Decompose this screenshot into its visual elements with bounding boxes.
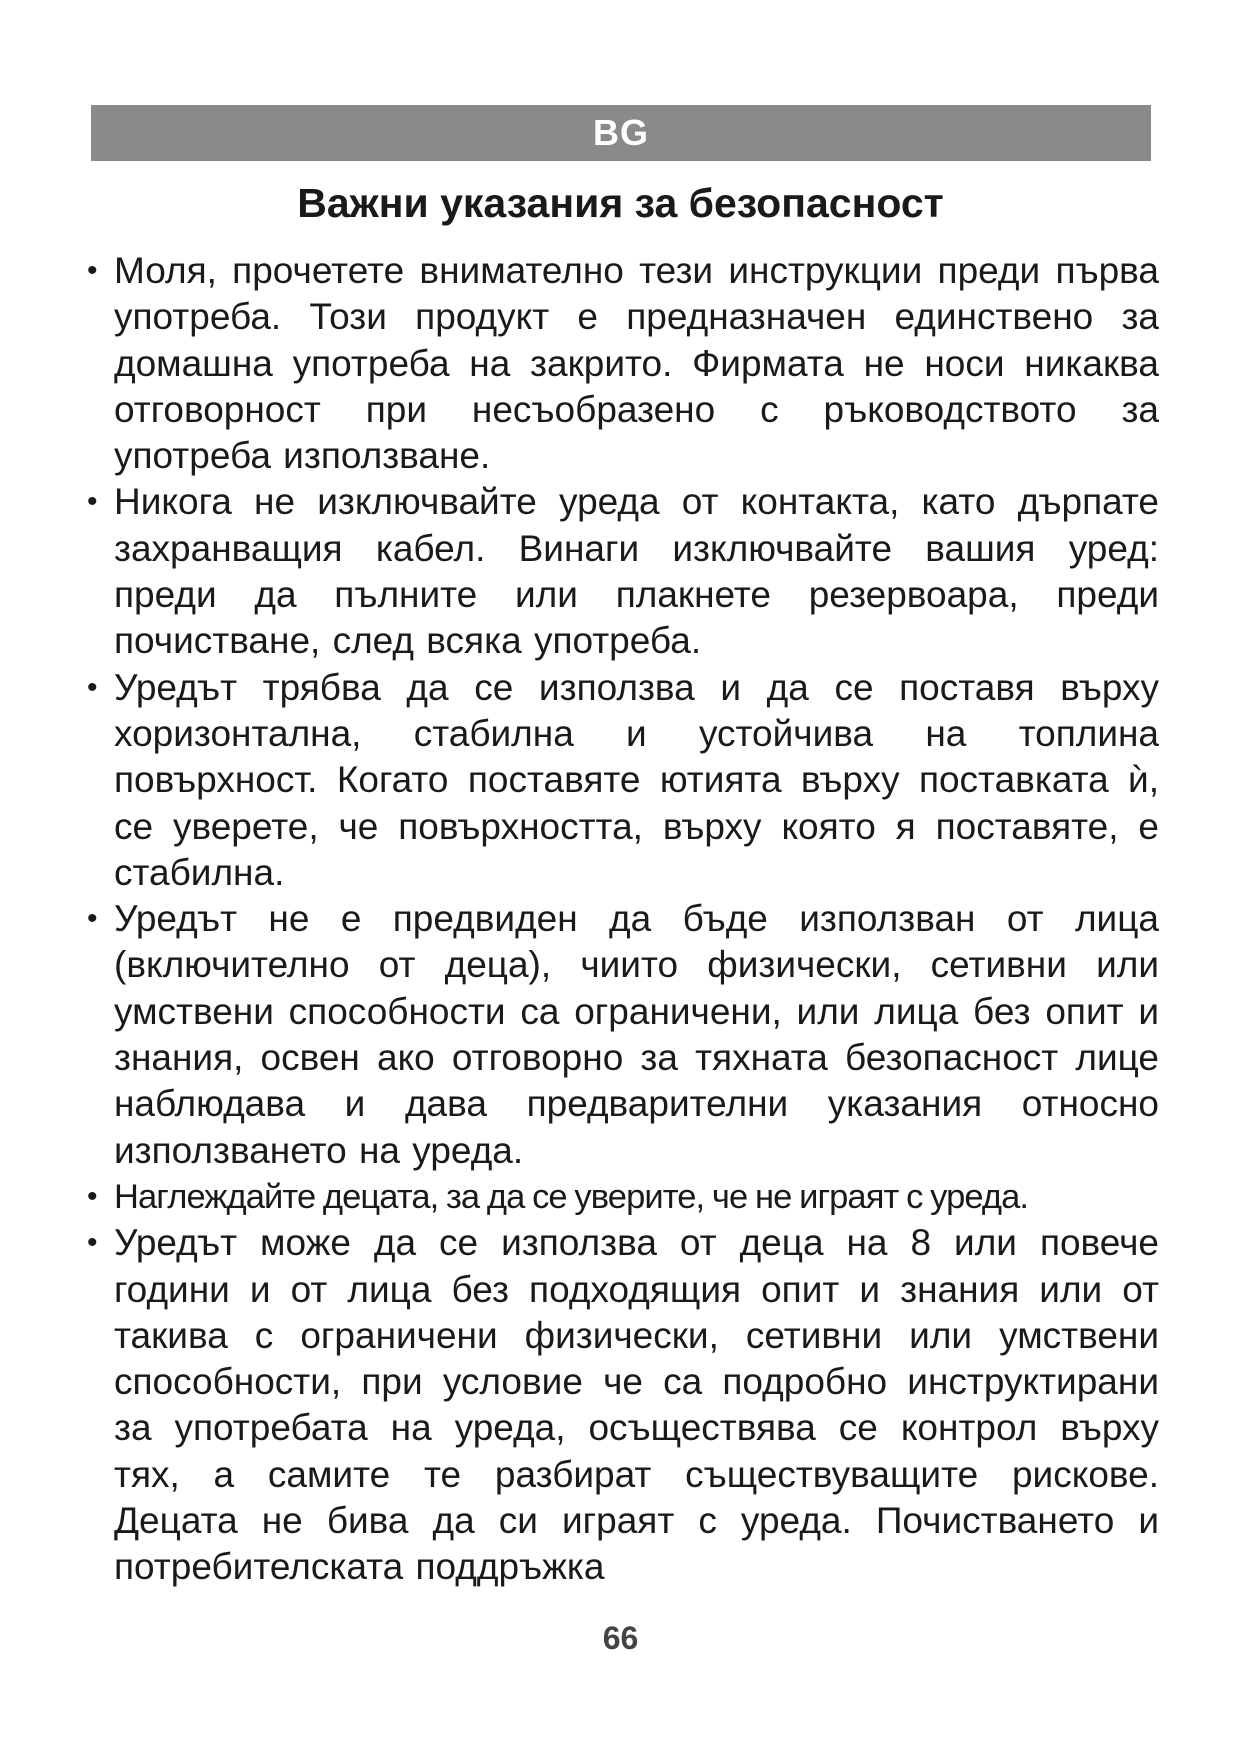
page-number: 66 <box>602 1620 639 1656</box>
bullet-icon: • <box>87 670 98 704</box>
safety-item-read-instructions <box>84 248 1159 479</box>
bullet-icon: • <box>87 1179 97 1213</box>
safety-item-text: Уредът може да се използва от деца на 8 или повече години и от лица без подходящия опит и знания или от такива с ограничени физически, сетивни или умствени способности, при условие че са подробно инструктирани за употребата на уреда, осъществява се контрол върху тях, а самите те разбират съществуващите рискове. Децата не бива да си играят с уреда. Почистването и потребителската поддръжка <box>114 1222 1159 1588</box>
safety-item-restricted-persons <box>84 896 1159 1174</box>
page-title: Важни указания за безопасност <box>297 180 944 226</box>
safety-item-children-8-plus <box>84 1220 1159 1590</box>
safety-item-text: Никога не изключвайте уреда от контакта, като дърпате захранващия кабел. Винаги изключвайте вашия уред: преди да пълните или плакнете резервоара, преди почистване, след всяка употреба. <box>114 481 1159 662</box>
bullet-icon: • <box>87 902 98 936</box>
bullet-icon: • <box>87 1226 98 1260</box>
safety-item-unplug <box>84 479 1159 664</box>
safety-item-supervise-children <box>84 1174 1159 1220</box>
safety-item-text: Уредът не е предвиден да бъде използван от лица (включително от деца), чиито физически, сетивни или умствени способности са ограничени, или лица без опит и знания, освен ако отговорно за тяхната безопасност лице наблюдава и дава предварителни указания относно използването на уреда. <box>114 898 1159 1171</box>
safety-item-text: Уредът трябва да се използва и да се поставя върху хоризонтална, стабилна и устойчива на топлина повърхност. Когато поставяте ютията върху поставката ѝ, се уверете, че повърхността, върху която я поставяте, е стабилна. <box>114 666 1159 893</box>
safety-item-text: Наглеждайте децата, за да се уверите, че не играят с уреда. <box>114 1177 1029 1216</box>
safety-instructions-list <box>84 248 1159 1591</box>
safety-item-text: Моля, прочетете внимателно тези инструкции преди първа употреба. Този продукт е предназначен единствено за домашна употреба на закрито. Фирмата не носи никаква отговорност при несъобразено с ръководството за употреба използване. <box>114 250 1159 477</box>
language-code: BG <box>593 112 649 153</box>
bullet-icon: • <box>87 254 98 287</box>
language-header-bar <box>91 105 1151 161</box>
safety-item-stable-surface <box>84 665 1159 896</box>
bullet-icon: • <box>87 485 98 519</box>
